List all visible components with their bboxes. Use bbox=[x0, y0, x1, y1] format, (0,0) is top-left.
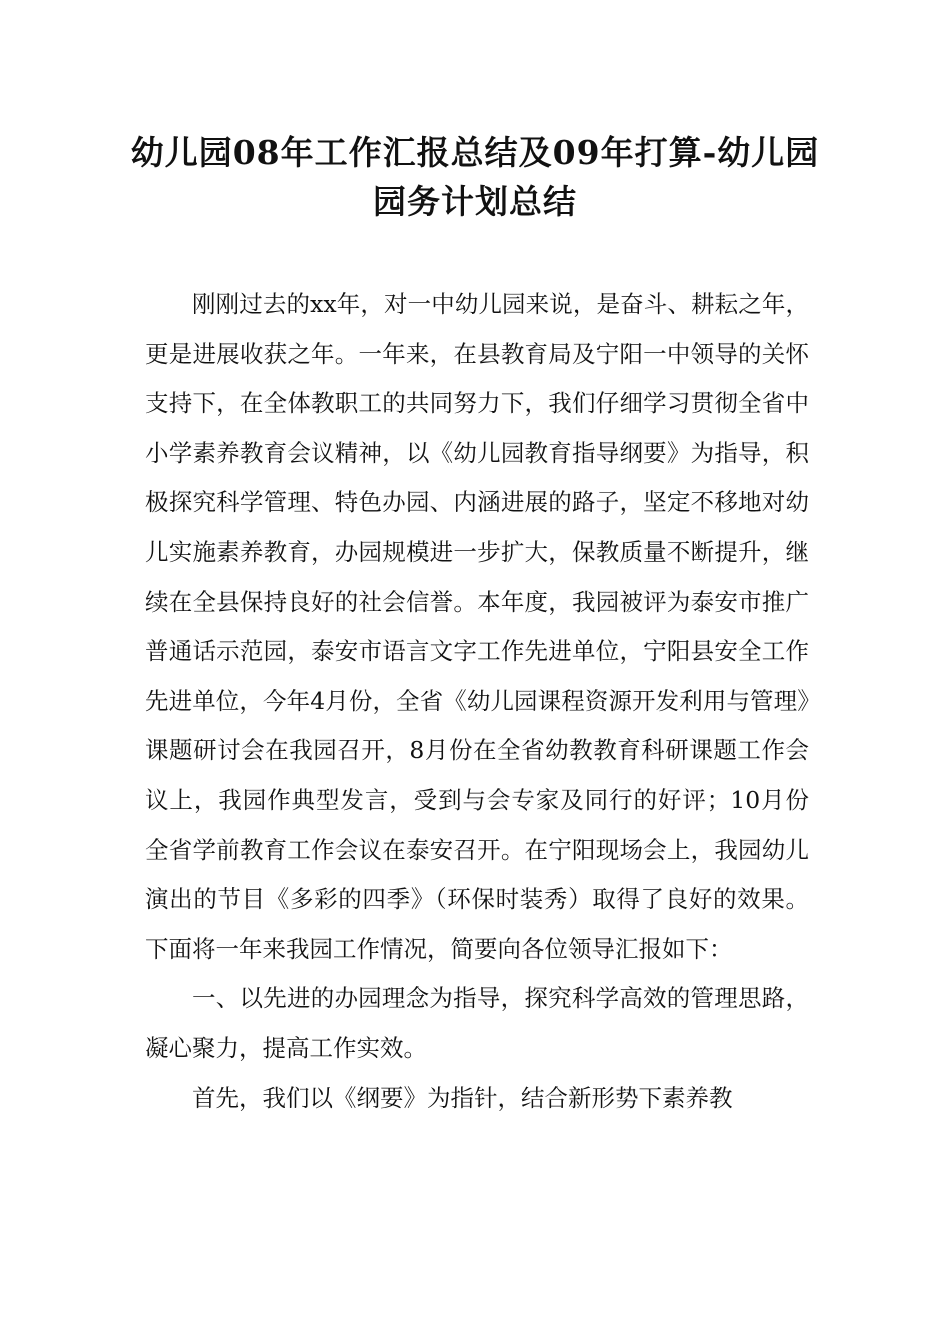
document-title: 幼儿园08年工作汇报总结及09年打算-幼儿园园务计划总结 bbox=[130, 133, 820, 221]
paragraph-first: 首先，我们以《纲要》为指针，结合新形势下素养教 bbox=[192, 1083, 733, 1112]
document-body bbox=[145, 280, 809, 1123]
paragraph-section-one: 一、以先进的办园理念为指导，探究科学高效的管理思路，凝心聚力，提高工作实效。 bbox=[145, 984, 809, 1062]
paragraph-intro: 刚刚过去的xx年，对一中幼儿园来说，是奋斗、耕耘之年，更是进展收获之年。一年来，在县教育局及宁阳一中领导的关怀支持下，在全体教职工的共同努力下，我们仔细学习贯彻全省中小学素养教育会议精神，以《幼儿园教育指导纲要》为指导，积极探究科学管理、特色办园、内涵进展的路子，坚定不移地对幼儿实施素养教育，办园规模进一步扩大，保教质量不断提升，继续在全县保持良好的社会信誉。本年度，我园被评为泰安市推广普通话示范园，泰安市语言文字工作先进单位，宁阳县安全工作先进单位，今年4月份，全省《幼儿园课程资源开发利用与管理》课题研讨会在我园召开，8月份在全省幼教教育科研课题工作会议上，我园作典型发言，受到与会专家及同行的好评；10月份全省学前教育工作会议在泰安召开。在宁阳现场会上，我园幼儿演出的节目《多彩的四季》（环保时装秀）取得了良好的效果。下面将一年来我园工作情况，简要向各位领导汇报如下： bbox=[145, 290, 809, 963]
